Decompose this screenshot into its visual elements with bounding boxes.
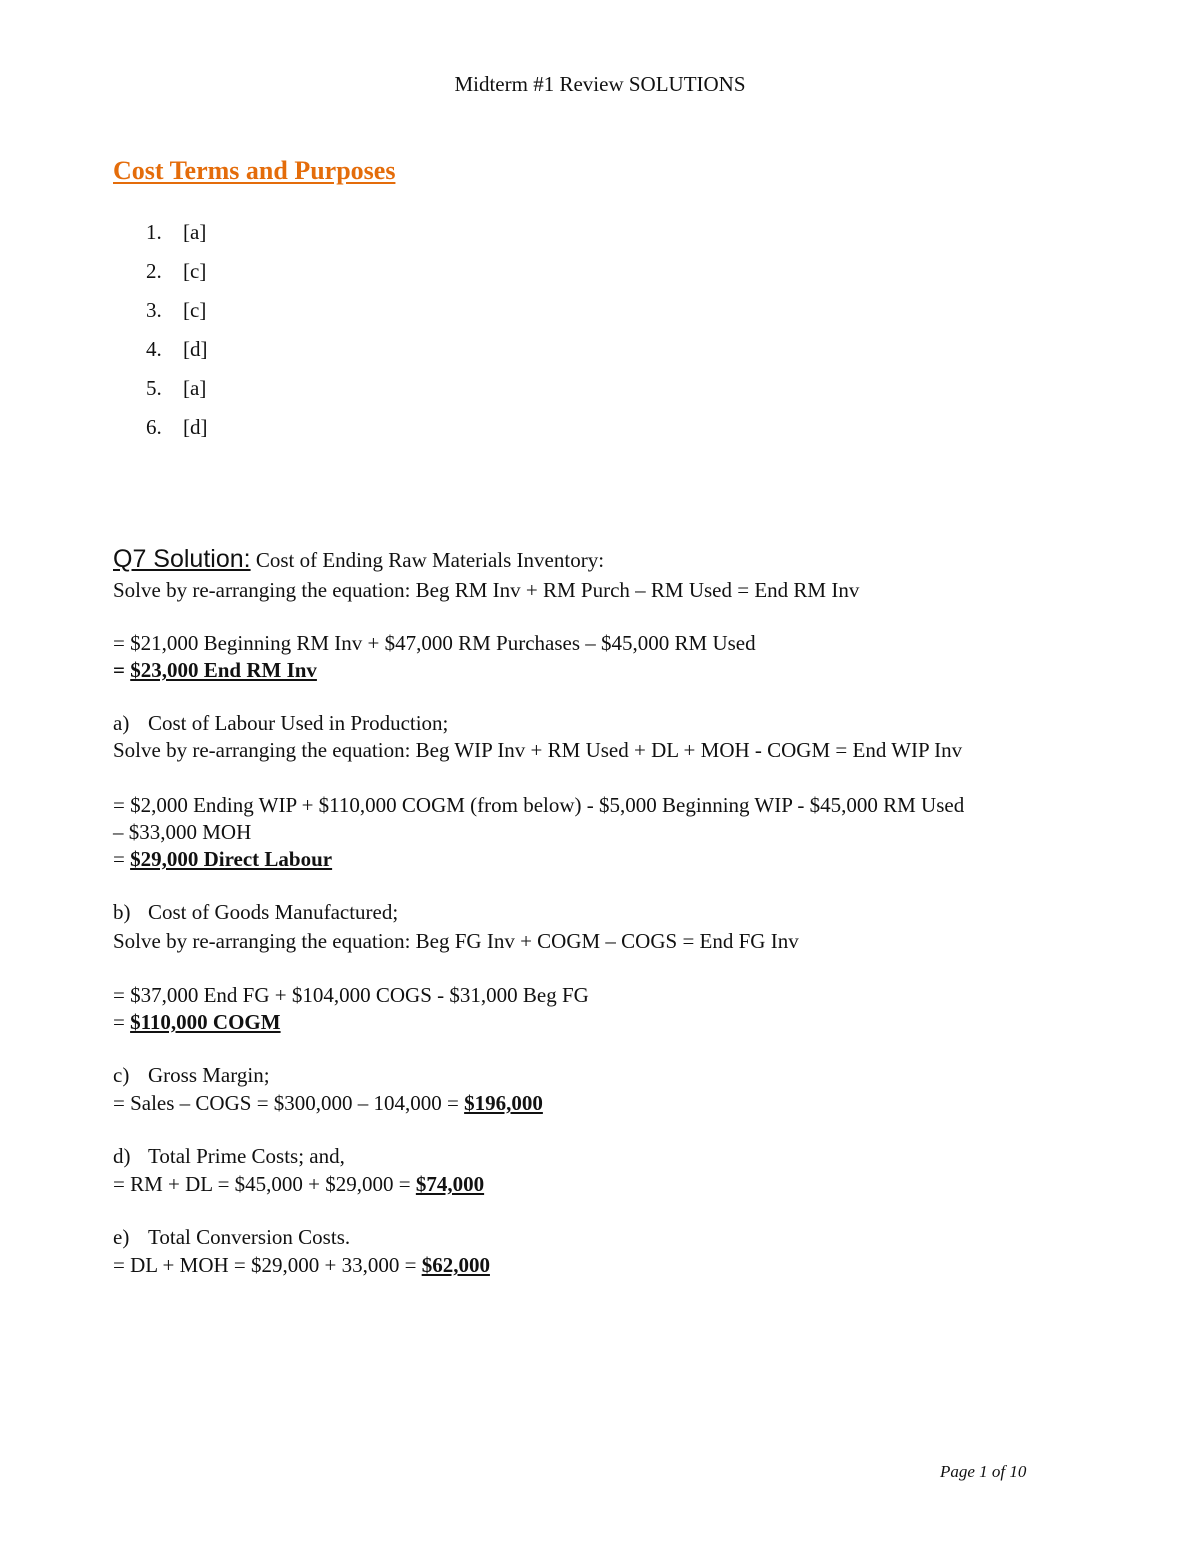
- q7-result: $23,000 End RM Inv: [130, 658, 317, 682]
- page-header: Midterm #1 Review SOLUTIONS: [454, 72, 746, 96]
- list-number: 2.: [146, 259, 162, 283]
- list-answer: [a]: [183, 220, 207, 244]
- part-b-title: Cost of Goods Manufactured;: [148, 900, 399, 924]
- part-a-letter: a): [113, 711, 130, 735]
- list-answer: [d]: [183, 337, 208, 361]
- part-c-result: $196,000: [464, 1091, 543, 1115]
- q7-equation: Solve by re-arranging the equation: Beg RM Inv + RM Purch – RM Used = End RM Inv: [113, 578, 860, 602]
- list-answer: [c]: [183, 259, 207, 283]
- part-a-result-prefix: =: [113, 847, 131, 871]
- list-number: 6.: [146, 415, 162, 439]
- list-number: 5.: [146, 376, 162, 400]
- part-d-title: Total Prime Costs; and,: [148, 1144, 345, 1168]
- part-e-result: $62,000: [421, 1253, 490, 1277]
- part-d-title-line: [113, 1143, 345, 1170]
- list-item: [146, 291, 208, 330]
- part-d-result: $74,000: [415, 1172, 485, 1196]
- q7-title: Q7 Solution:: [113, 545, 251, 573]
- list-answer: [c]: [183, 298, 207, 322]
- list-number: 3.: [146, 298, 162, 322]
- q7-heading-line: [113, 546, 604, 574]
- part-b-title-line: [113, 899, 398, 926]
- part-c-calculation: = Sales – COGS = $300,000 – 104,000 =: [113, 1091, 465, 1115]
- list-item: [146, 213, 208, 252]
- part-c-calculation-line: [113, 1090, 543, 1117]
- part-a-result: $29,000 Direct Labour: [130, 847, 333, 871]
- section-heading: Cost Terms and Purposes: [113, 156, 396, 185]
- part-a-title-line: [113, 710, 448, 737]
- q7-result-prefix: =: [113, 658, 131, 682]
- part-c-title: Gross Margin;: [148, 1063, 270, 1087]
- part-c-letter: c): [113, 1063, 130, 1087]
- list-answer: [a]: [183, 376, 207, 400]
- list-number: 4.: [146, 337, 162, 361]
- list-item: [146, 408, 208, 447]
- part-a-title: Cost of Labour Used in Production;: [148, 711, 449, 735]
- q7-calculation: = $21,000 Beginning RM Inv + $47,000 RM Purchases – $45,000 RM Used: [113, 631, 756, 655]
- part-a-equation: Solve by re-arranging the equation: Beg WIP Inv + RM Used + DL + MOH - COGM = End WIP Inv: [113, 738, 963, 762]
- list-item: [146, 330, 208, 369]
- part-e-calculation-line: [113, 1252, 490, 1279]
- part-b-result-prefix: =: [113, 1010, 131, 1034]
- part-c-title-line: [113, 1062, 270, 1089]
- part-b-result: $110,000 COGM: [130, 1010, 281, 1034]
- part-b-calculation: = $37,000 End FG + $104,000 COGS - $31,000 Beg FG: [113, 983, 589, 1007]
- list-item: [146, 252, 208, 291]
- part-e-title: Total Conversion Costs.: [148, 1225, 351, 1249]
- list-item: [146, 369, 208, 408]
- part-d-letter: d): [113, 1144, 131, 1168]
- part-a-calculation-cont: – $33,000 MOH: [113, 820, 252, 844]
- part-a-calculation: = $2,000 Ending WIP + $110,000 COGM (from below) - $5,000 Beginning WIP - $45,000 RM Used: [113, 793, 965, 817]
- q7-result-line: [113, 657, 317, 684]
- part-e-letter: e): [113, 1225, 130, 1249]
- part-a-result-line: [113, 846, 332, 873]
- q7-description: Cost of Ending Raw Materials Inventory:: [255, 548, 605, 572]
- part-b-letter: b): [113, 900, 131, 924]
- part-e-calculation: = DL + MOH = $29,000 + 33,000 =: [113, 1253, 422, 1277]
- list-number: 1.: [146, 220, 162, 244]
- answer-list: [146, 213, 208, 447]
- list-answer: [d]: [183, 415, 208, 439]
- part-e-title-line: [113, 1224, 350, 1251]
- page-number: Page 1 of 10: [940, 1462, 1027, 1481]
- part-b-result-line: [113, 1009, 281, 1036]
- part-d-calculation: = RM + DL = $45,000 + $29,000 =: [113, 1172, 416, 1196]
- part-b-equation: Solve by re-arranging the equation: Beg FG Inv + COGM – COGS = End FG Inv: [113, 929, 799, 953]
- part-d-calculation-line: [113, 1171, 484, 1198]
